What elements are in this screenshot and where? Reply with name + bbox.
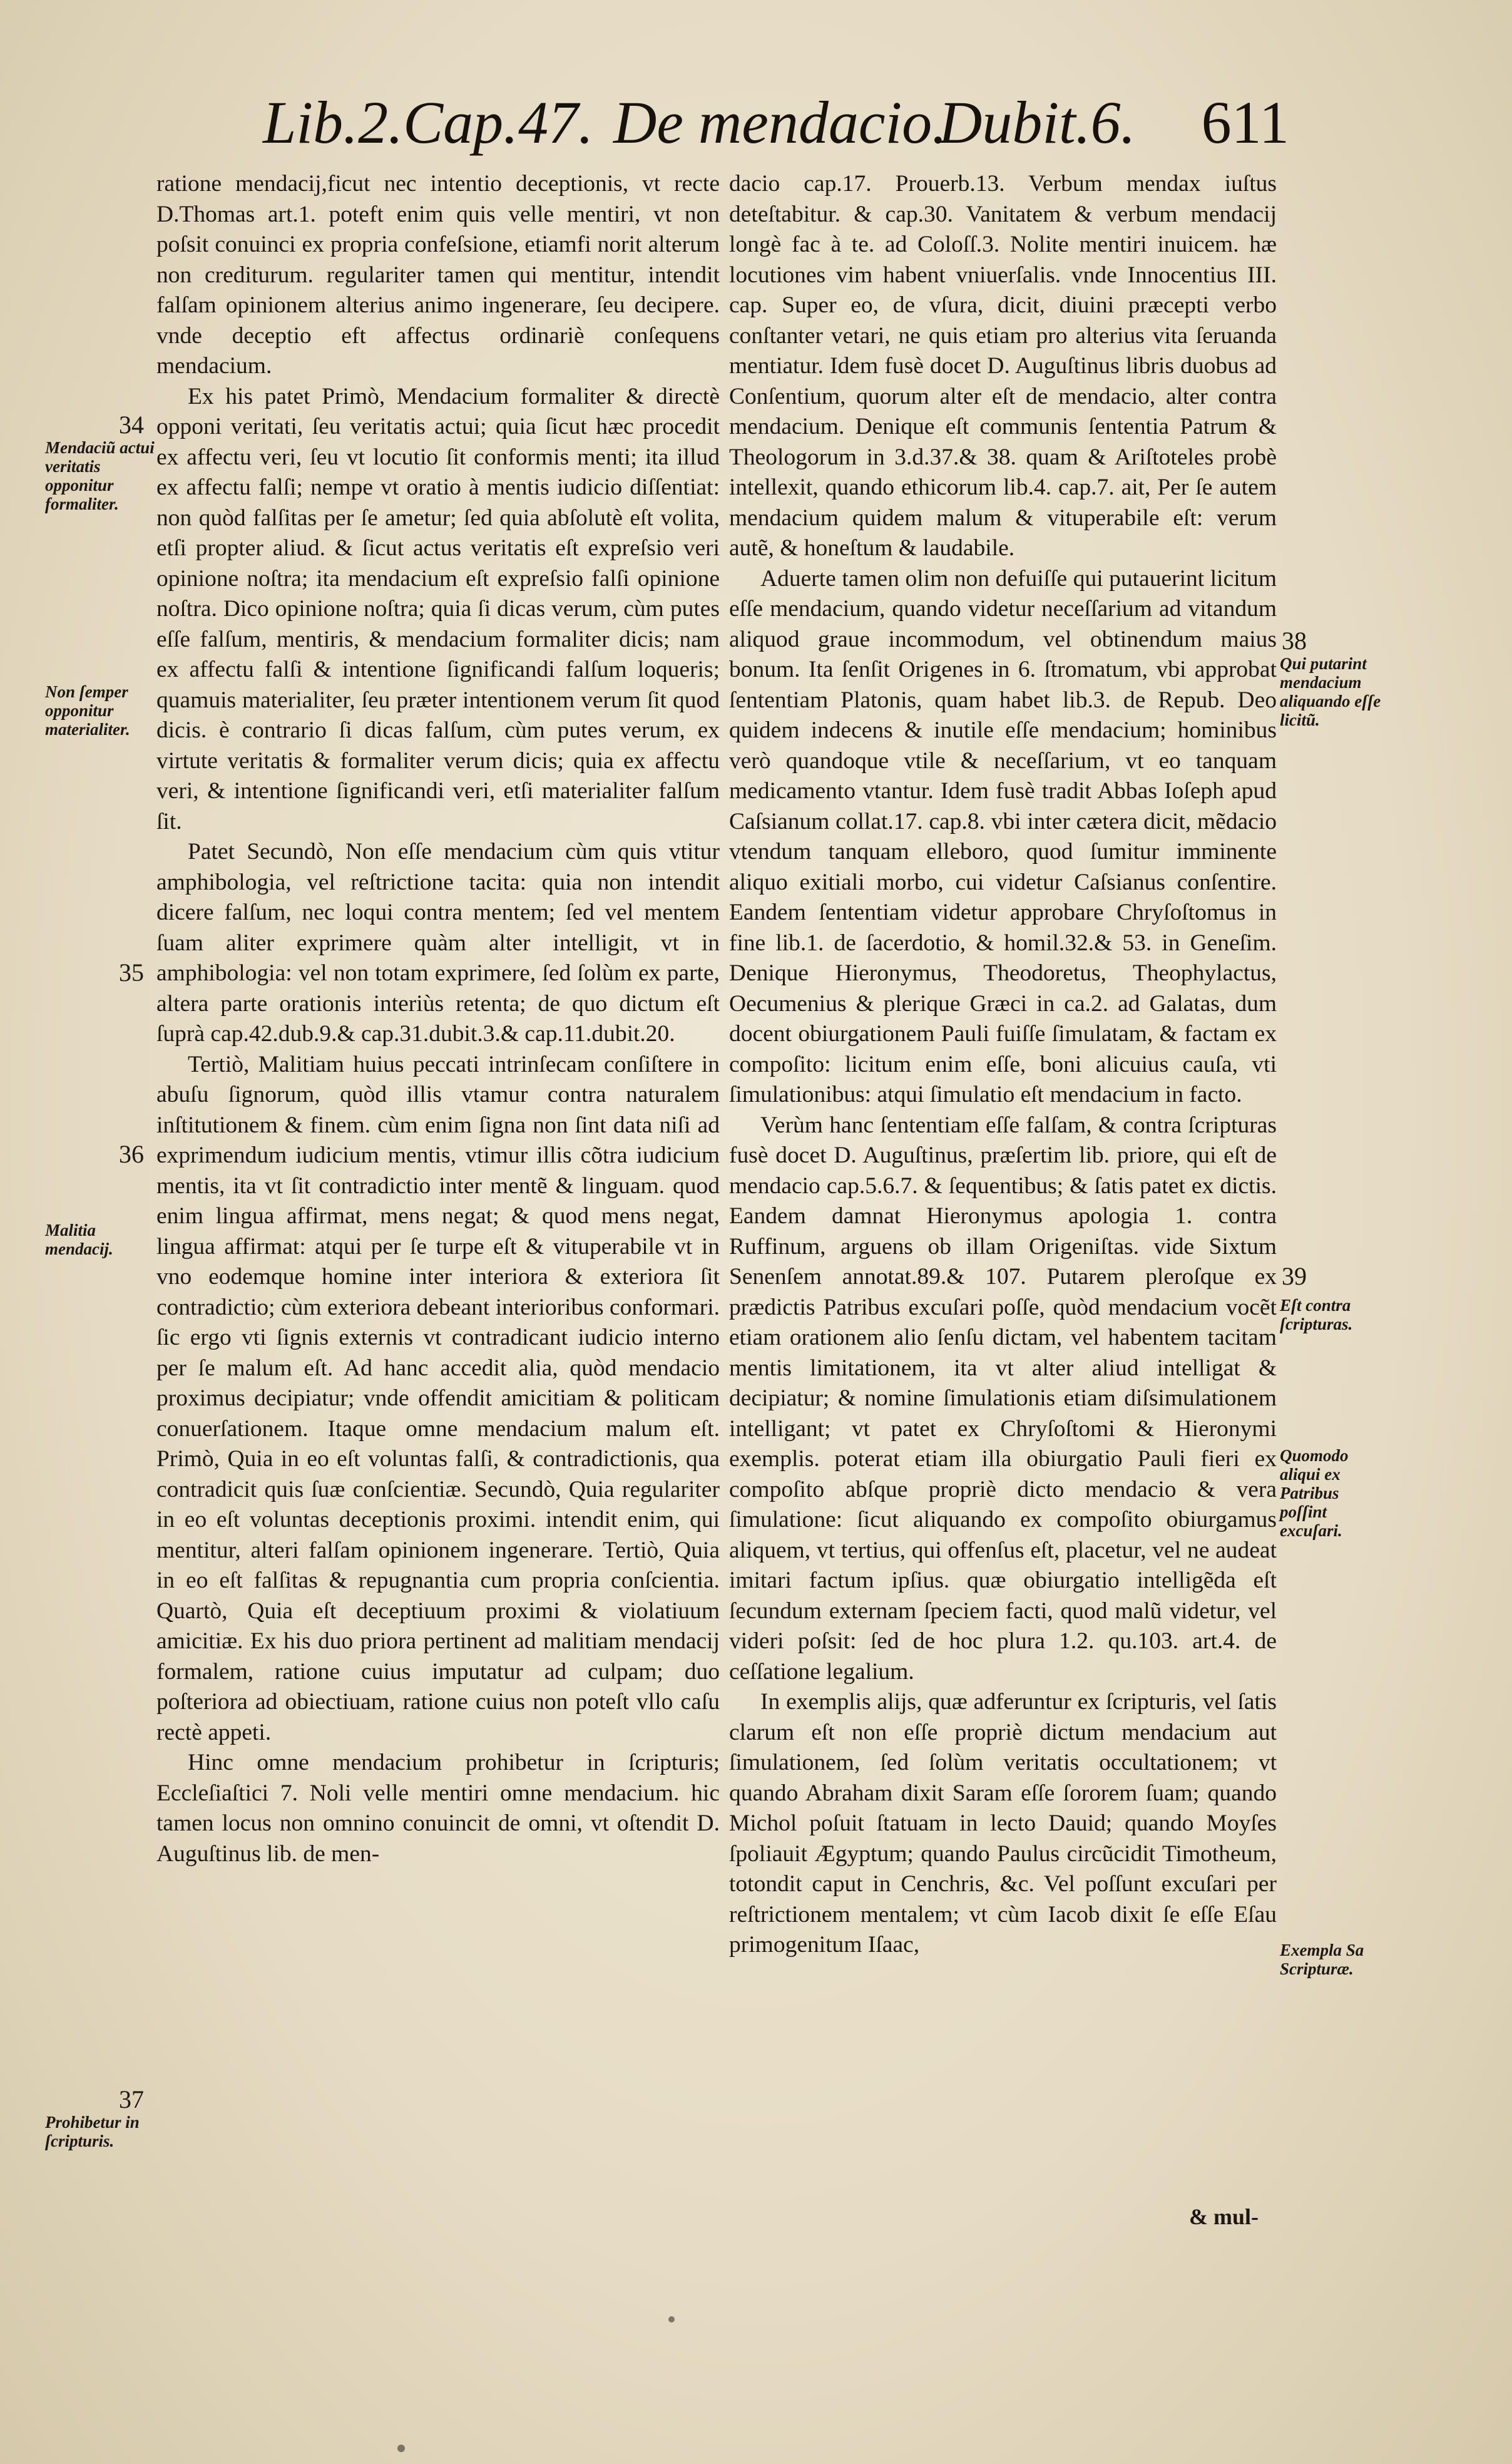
page-number: 611 — [1201, 89, 1289, 156]
paragraph: Patet Secundò, Non eſſe mendacium cùm quis vtitur amphibologia, vel reſtrictione tacita: quia non intendit dicere falſum, nec loqui contra mentem; ſed vel mentem ſuam aliter exprimere quàm alter intelligit, vt in amphibologia: vel non totam exprimere, ſed ſolùm ex parte, altera parte orationis interiùs retenta; de quo dictum eſt ſuprà cap.42.dub.9.& cap.31.dubit.3.& cap.11.dubit.20. — [156, 839, 720, 1047]
catchword: & mul- — [1189, 2204, 1259, 2229]
paragraph-number: 36 — [119, 1140, 144, 1168]
running-header — [263, 81, 1289, 157]
paragraph: ratione mendacij,ficut nec intentio deceptionis, vt recte D.Thomas art.1. poteft enim quis velle mentiri, vt non poſsit conuinci ex propria confeſsione, etiamfi norit alterum non crediturum. regulariter tamen qui mentitur, intendit falſam opinionem alterius animo ingenerare, ſeu decipere. vnde deceptio eft affectus ordinariè conſequens mendacium. — [156, 171, 720, 379]
paragraph-number: 39 — [1282, 1262, 1307, 1290]
margin-note: Mendaciũ actui veritatis opponitur formaliter. — [45, 438, 155, 513]
paragraph: Aduerte tamen olim non defuiſſe qui putauerint licitum eſſe mendacium, quando videtur neceſſarium ad vitandum aliquod graue incommodum, vel obtinendum maius bonum. Ita ſenſit Origenes in 6. ſtromatum, vbi approbat ſententiam Platonis, quam habet lib.3. de Repub. Deo quidem indecens & inutile eſſe mendacium; hominibus verò quandoque vtile & neceſſarium, vt eo tanquam medicamento vtantur. Idem fusè tradit Abbas Ioſeph apud Caſsianum collat.17. cap.8. vbi inter cætera dicit, mẽdacio vtendum tanquam elleboro, quod ſumitur imminente aliquo exitiali morbo, cui videtur Caſsianus conſentire. Eandem ſententiam videtur approbare Chryſoſtomus in fine lib.1. de ſacerdotio, & homil.32.& 53. in Geneſim. Denique Hieronymus, Theodoretus, Theophylactus, Oecumenius & plerique Græci in ca.2. ad Galatas, dum docent obiurgationem Pauli fuiſſe ſimulatam, & factam ex compoſito: licitum enim eſſe, boni alicuius cauſa, vti ſimulationibus: atqui ſimulatio eſt mendacium in facto. — [729, 565, 1277, 1107]
ink-spot — [668, 2316, 675, 2323]
paragraph-number: 35 — [119, 958, 144, 987]
header-topic: De mendacio. — [613, 89, 948, 156]
right-column — [729, 169, 1277, 1961]
header-dubit: Dubit.6. — [939, 89, 1136, 156]
header-book-chapter: Lib.2.Cap.47. — [263, 89, 594, 156]
paragraph: In exemplis alijs, quæ adferuntur ex ſcripturis, vel ſatis clarum eſt non eſſe propriè dictum mendacium aut ſimulationem, ſed ſolùm veritatis occultationem; vt quando Abraham dixit Saram eſſe ſororem ſuam; quando Michol poſuit ſtatuam in lecto Dauid; quando Moyſes ſpoliauit Ægyptum; quando Paulus circũcidit Timotheum, totondit caput in Cenchris, &c. Vel poſſunt excuſari per reſtrictionem mentalem; vt cùm Iacob dixit ſe eſſe Eſau primogenitum Iſaac, — [729, 1689, 1277, 1958]
paragraph: Hinc omne mendacium prohibetur in ſcripturis; Eccleſiaſtici 7. Noli velle mentiri omne mendacium. hic tamen locus non omnino conuincit de omni, vt oſtendit D. Auguſtinus lib. de men- — [156, 1750, 720, 1867]
paragraph: Tertiò, Malitiam huius peccati intrinſecam conſiſtere in abuſu ſignorum, quòd illis vtamur contra naturalem inſtitutionem & finem. cùm enim ſigna non ſint data niſi ad exprimendum iudicium mentis, vtimur illis cõtra iudicium mentis, ita vt ſit contradictio inter mentẽ & linguam. quod enim lingua affirmat, mens negat; & quod mens negat, lingua affirmat: atqui per ſe turpe eſt & vituperabile vt in vno eodemque homine inter interiora & exteriora ſit contradictio; cùm exteriora debeant interioribus conformari. ſic ergo vti ſignis externis vt contradicant iudicio interno per ſe malum eſt. Ad hanc accedit alia, quòd mendacio proximus decipiatur; vnde offendit amicitiam & politicam conuerſationem. Itaque omne mendacium malum eſt. Primò, Quia in eo eſt voluntas falſi, & contradictionis, qua contradicit quis ſuæ conſcientiæ. Secundò, Quia regulariter in eo eſt voluntas deceptionis proximi. intendit enim, qui mentitur, alteri falſam opinionem ingenerare. Tertiò, Quia in eo eſt falſitas & repugnantia cum propria conſcientia. Quartò, Quia eſt deceptiuum proximi & violatiuum amicitiæ. Ex his duo priora pertinent ad malitiam mendacij formalem, ratione cuius imputatur ad culpam; duo poſteriora ad obiectiuam, ratione cuius non poteſt vllo caſu rectè appeti. — [156, 1051, 720, 1745]
margin-note: Quomodo aliqui ex Patribus poſſint excuſari. — [1280, 1446, 1349, 1540]
margin-note: Exempla Sa Scripturæ. — [1280, 1941, 1364, 1978]
margin-note: Non ſemper opponitur materialiter. — [45, 682, 130, 739]
paragraph: dacio cap.17. Prouerb.13. Verbum mendax iuſtus deteſtabitur. & cap.30. Vanitatem & verbum mendacij longè fac à te. ad Coloſſ.3. Nolite mentiri inuicem. hæ locutiones vim habent vniuerſalis. vnde Innocentius III. cap. Super eo, de vſura, dicit, diuini præcepti verbo conſtanter vetari, ne quis etiam pro alterius vita ſeruanda mentiatur. Idem fusè docet D. Auguſtinus libris duobus ad Conſentium, quorum alter eſt de mendacio, alter contra mendacium. Denique eſt communis ſententia Patrum & Theologorum in 3.d.37.& 38. quam & Ariſtoteles probè intellexit, quando ethicorum lib.4. cap.7. ait, Per ſe autem mendacium quidem malum & vituperabile eſt: verum autẽ, & honeſtum & laudabile. — [729, 171, 1277, 561]
paragraph: Ex his patet Primò, Mendacium formaliter & directè opponi veritati, ſeu veritatis actui; quia ſicut hæc procedit ex affectu veri, ſeu vt locutio ſit conformis menti; ita illud ex affectu falſi; nempe vt oratio à mentis iudicio diſſentiat: non quòd falſitas per ſe ametur; ſed quia abſolutè eſt volita, etſi propter aliud. & ſicut actus veritatis eſt expreſsio veri opinione noſtra; ita mendacium eſt expreſsio falſi opinione noſtra. Dico opinione noſtra; quia ſi dicas verum, cùm putes eſſe falſum, mentiris, & mendacium formaliter dicis; nam ex affectu falſi & intentione ſignificandi falſum loqueris; quamuis materialiter, ſeu præter intentionem verum ſit quod dicis. è contrario ſi dicas falſum, cùm putes verum, ex virtute veritatis & formaliter verum dicis; quia ex affectu veri, & intentione ſignificandi veri, etſi materialiter falſum ſit. — [156, 383, 720, 834]
margin-note: Eſt contra ſcripturas. — [1280, 1296, 1353, 1333]
left-column — [156, 169, 720, 1869]
margin-note: Malitia mendacij. — [45, 1221, 113, 1258]
ink-spot — [397, 2445, 405, 2452]
margin-note: Qui putarint mendacium aliquando eſſe licitũ. — [1280, 654, 1381, 729]
paragraph-number: 38 — [1282, 627, 1307, 655]
paragraph-number: 34 — [119, 411, 144, 439]
paragraph: Verùm hanc ſententiam eſſe falſam, & contra ſcripturas fusè docet D. Auguſtinus, præſertim lib. priore, qui eſt de mendacio cap.5.6.7. & ſequentibus; & ſatis patet ex dictis. Eandem damnat Hieronymus apologia 1. contra Ruffinum, arguens ob illam Origeniſtas. vide Sixtum Senenſem annotat.89.& 107. Putarem pleroſque ex prædictis Patribus excuſari poſſe, quòd mendacium vocẽt etiam orationem alio ſenſu dictam, vel habentem tacitam mentis limitationem, ita vt alter aliud intelligat & decipiatur; & nomine ſimulationis etiam diſsimulationem intelligant; vt patet ex Chryſoſtomi & Hieronymi exemplis. poterat etiam illa obiurgatio Pauli fieri ex compoſito abſque propriè dicto mendacio & vera ſimulatione: ſicut aliquando ex compoſito obiurgamus aliquem, vt tertius, qui offenſus eſt, placetur, vel ne audeat imitari factum ipſius. quæ obiurgatio intelligẽda eſt ſecundum externam ſpeciem facti, quod malũ videtur, vel videri poſsit: ſed de hoc plura 1.2. qu.103. art.4. de ceſſatione legalium. — [729, 1112, 1277, 1685]
paragraph-number: 37 — [119, 2085, 144, 2113]
margin-note: Prohibetur in ſcripturis. — [45, 2113, 140, 2150]
